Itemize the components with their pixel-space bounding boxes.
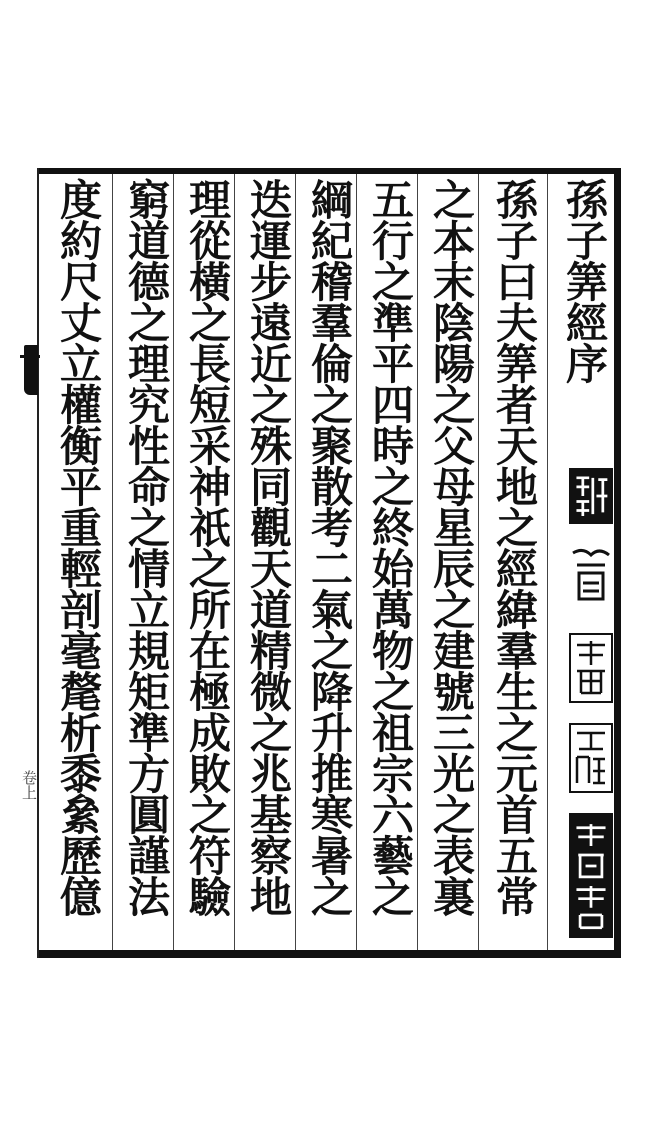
column-rule xyxy=(112,174,113,950)
text-column-1: 孫子曰夫筭者天地之經緯羣生之元首五常 xyxy=(490,178,539,916)
seal-3 xyxy=(569,633,613,703)
frame-bottom-border xyxy=(37,950,621,958)
seal-glyph-icon xyxy=(571,815,611,936)
frame-top-border xyxy=(37,168,621,174)
seal-glyph-icon xyxy=(571,635,611,701)
text-column-6: 理從橫之長短采神祇之所在極成敗之符驗 xyxy=(183,178,232,916)
seal-glyph-icon xyxy=(571,725,611,791)
text-column-4: 綱紀稽羣倫之聚散考二氣之降升推寒暑之 xyxy=(305,178,354,916)
text-column-2: 之本末陰陽之父母星辰之建號三光之表裏 xyxy=(427,178,476,916)
seal-glyph-icon xyxy=(571,470,611,522)
column-rule xyxy=(478,174,479,950)
text-column-7: 窮道德之理究性命之情立規矩準方圓謹法 xyxy=(122,178,171,916)
preface-title: 孫子筭經序 xyxy=(560,178,609,383)
seal-glyph-icon xyxy=(569,543,613,613)
column-rule xyxy=(356,174,357,950)
seal-2 xyxy=(569,543,613,613)
column-rule xyxy=(173,174,174,950)
column-rule xyxy=(295,174,296,950)
page-frame xyxy=(37,168,621,958)
text-column-3: 五行之準平四時之終始萬物之祖宗六藝之 xyxy=(366,178,415,916)
text-column-8: 度約尺丈立權衡平重輕剖毫氂析黍絫歷億 xyxy=(54,178,103,916)
seal-5 xyxy=(569,813,613,938)
column-rule xyxy=(547,174,548,950)
fold-line xyxy=(20,355,40,358)
column-rule xyxy=(234,174,235,950)
fold-mark xyxy=(24,345,38,395)
column-rule xyxy=(417,174,418,950)
text-column-5: 迭運步遠近之殊同觀天道精微之兆基察地 xyxy=(244,178,293,916)
margin-label: 卷上 xyxy=(20,770,38,800)
collector-seals xyxy=(565,468,617,938)
seal-4 xyxy=(569,723,613,793)
seal-1 xyxy=(569,468,613,524)
